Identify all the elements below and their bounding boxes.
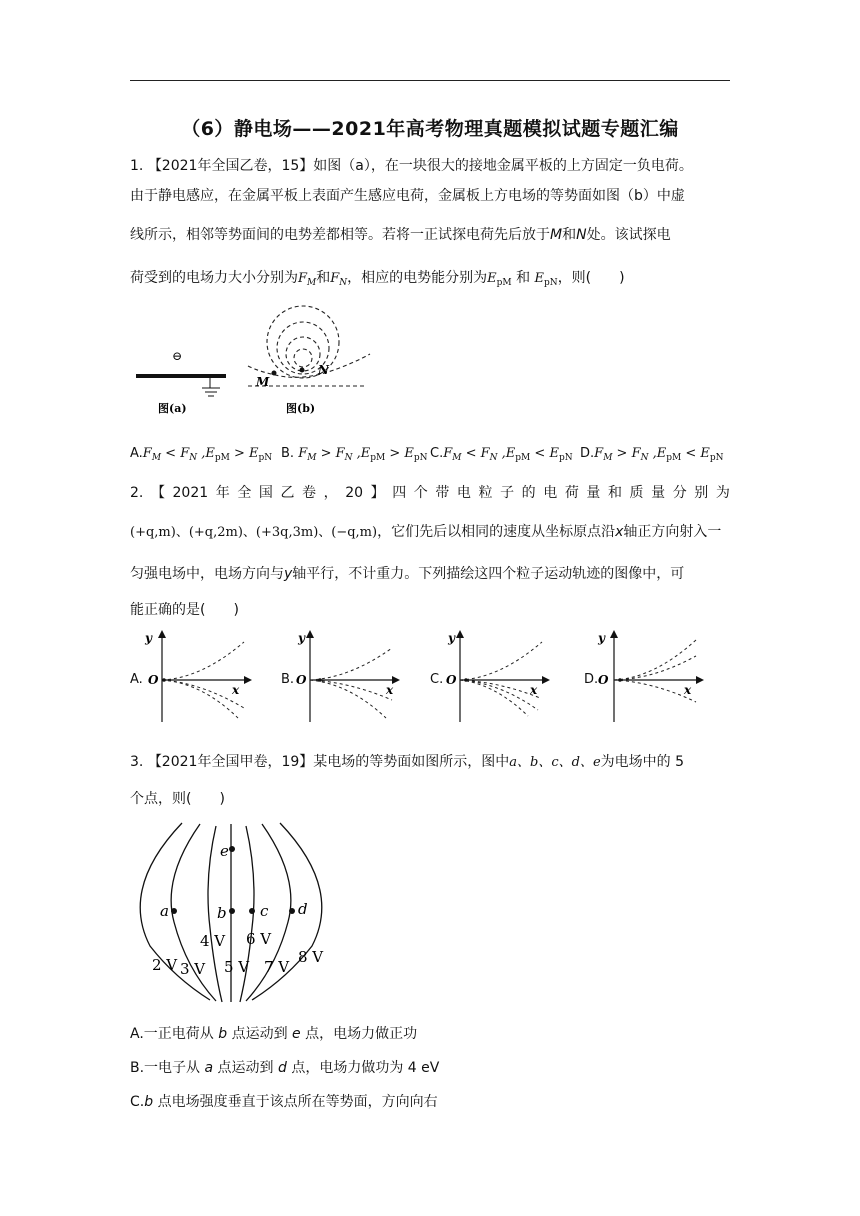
q2-source-char: 国 bbox=[258, 485, 273, 501]
q2-number: 2. bbox=[130, 485, 144, 501]
q3-a-text-2: 点运动到 bbox=[227, 1026, 293, 1042]
q2-a-x-label: x bbox=[232, 683, 240, 697]
q2-source-char: 量 bbox=[586, 485, 601, 501]
q2-source-char: 别 bbox=[694, 485, 709, 501]
q2-graph-c bbox=[440, 626, 560, 726]
q1-and-2: 和 bbox=[316, 270, 331, 286]
point-d-dot bbox=[289, 908, 295, 914]
point-n-dot bbox=[300, 368, 305, 373]
q3-c-text-2: 点电场强度垂直于该点所在等势面，方向向右 bbox=[153, 1094, 438, 1110]
q2-option-d-label[interactable]: D. bbox=[584, 672, 599, 687]
metal-plate-a bbox=[136, 374, 226, 378]
q1-option-d-label: D. bbox=[580, 446, 595, 461]
q2-d-origin: O bbox=[598, 673, 609, 687]
q1-text-4c: ，则( ) bbox=[557, 270, 625, 286]
q1-fm-symbol: $F_M$ bbox=[298, 271, 317, 288]
q2-source-char: 乙 bbox=[280, 485, 295, 501]
q2-source-char: 个 bbox=[413, 485, 428, 501]
q3-source: 【2021年全国甲卷，19】 bbox=[147, 754, 314, 770]
q1-point-n: N bbox=[576, 227, 587, 243]
q2-source-char: 为 bbox=[715, 485, 730, 501]
q2-option-c-label[interactable]: C. bbox=[430, 672, 444, 687]
q2-c-x-label: x bbox=[530, 683, 538, 697]
point-e-dot bbox=[229, 846, 235, 852]
q2-source-char: 20 bbox=[345, 485, 364, 501]
q1-text-4b: ，相应的电势能分别为 bbox=[347, 270, 488, 286]
q1-option-a-formula: $F_M < F_N$ $,E_{pM} > E_{pN}$ bbox=[142, 446, 273, 463]
q2-c-origin: O bbox=[446, 673, 457, 687]
q1-number: 1. bbox=[130, 158, 144, 174]
q3-option-b[interactable] bbox=[130, 1058, 730, 1078]
q2-option-a-label[interactable]: A. bbox=[130, 672, 143, 687]
label-a: a bbox=[160, 902, 169, 920]
q2-source-char: ， bbox=[323, 485, 338, 501]
q2-d-x-label: x bbox=[684, 683, 692, 697]
q2-line3 bbox=[130, 564, 730, 584]
q2-graph-b bbox=[290, 626, 410, 726]
q1-text-1: 如图（a），在一块很大的接地金属平板的上方固定一负电荷。 bbox=[313, 158, 693, 174]
q3-number: 3. bbox=[130, 754, 144, 770]
q3-a-point-b: b bbox=[218, 1026, 228, 1042]
q2-charges: (+q,m)、(+q,2m)、(+3q,3m)、(−q,m) bbox=[130, 525, 378, 540]
header-rule bbox=[130, 80, 730, 81]
q2-text-3b: 轴平行，不计重力。下列描绘这四个粒子运动轨迹的图像中，可 bbox=[292, 566, 685, 582]
volt-5: 5 V bbox=[224, 958, 250, 976]
point-m-dot bbox=[272, 371, 277, 376]
q3-c-point-b: b bbox=[144, 1094, 154, 1110]
q2-source-char: 电 bbox=[543, 485, 558, 501]
q2-source-char: 和 bbox=[607, 485, 622, 501]
q3-text-1b: 为电场中的 5 bbox=[600, 754, 684, 770]
q1-text-3: 线所示，相邻等势面间的电势差都相等。若将一正试探电荷先后放于 bbox=[130, 227, 550, 243]
q3-b-text-1: B.一电子从 bbox=[130, 1060, 205, 1076]
q1-option-b-formula: $F_M > F_N$ $,E_{pM} > E_{pN}$ bbox=[298, 446, 428, 463]
q1-epm-symbol: $E_{pM}$ bbox=[487, 271, 512, 288]
q2-option-b-label[interactable]: B. bbox=[281, 672, 295, 687]
q2-c-y-label: y bbox=[448, 631, 455, 645]
q2-source-char: 【 bbox=[150, 485, 165, 501]
volt-6: 6 V bbox=[246, 930, 272, 948]
q2-source-char: 粒 bbox=[478, 485, 493, 501]
q1-option-d-formula: $F_M > F_N$ $,E_{pM} < E_{pN}$ bbox=[594, 446, 724, 463]
negative-charge-symbol: ⊖ bbox=[172, 349, 183, 363]
q2-b-x-label: x bbox=[386, 683, 394, 697]
q2-text-2-end: 轴正方向射入一 bbox=[623, 524, 722, 540]
q2-source-char: 带 bbox=[435, 485, 450, 501]
q1-source: 【2021年全国乙卷，15】 bbox=[147, 158, 314, 174]
volt-4: 4 V bbox=[200, 932, 226, 950]
q1-line1 bbox=[130, 156, 730, 176]
fig-b-label: 图(b) bbox=[286, 402, 316, 415]
fig-a-label: 图(a) bbox=[158, 402, 187, 415]
q2-text-3a: 匀强电场中，电场方向与 bbox=[130, 566, 284, 582]
q2-source-char: 荷 bbox=[564, 485, 579, 501]
q1-option-b-label: B. bbox=[281, 446, 295, 461]
q3-line1 bbox=[130, 752, 730, 773]
equipotential-figure-b bbox=[248, 306, 370, 386]
q1-line2: 由于静电感应，在金属平板上表面产生感应电荷，金属板上方电场的等势面如图（b）中虚 bbox=[130, 188, 685, 204]
point-c-dot bbox=[249, 908, 255, 914]
q1-option-b[interactable] bbox=[281, 446, 428, 463]
q3-b-text-2: 点运动到 bbox=[213, 1060, 279, 1076]
q1-fn-symbol: $F_N$ bbox=[330, 271, 348, 288]
q1-text-4a: 荷受到的电场力大小分别为 bbox=[130, 270, 298, 286]
q2-source-char: 四 bbox=[392, 485, 407, 501]
fig-n-label: N bbox=[318, 363, 329, 377]
q2-b-origin: O bbox=[296, 673, 307, 687]
q3-equipotential-figure bbox=[130, 818, 355, 1008]
q3-text-1a: 某电场的等势面如图所示，图中 bbox=[313, 754, 510, 770]
q2-source-char: 质 bbox=[629, 485, 644, 501]
q3-a-text-1: A.一正电荷从 bbox=[130, 1026, 219, 1042]
q2-a-origin: O bbox=[148, 673, 159, 687]
q1-option-a[interactable] bbox=[130, 446, 272, 463]
page-title: （6）静电场——2021年高考物理真题模拟试题专题汇编 bbox=[181, 118, 679, 140]
q1-option-a-label: A. bbox=[130, 446, 143, 461]
q2-source-char: 电 bbox=[456, 485, 471, 501]
q2-line1 bbox=[130, 483, 730, 503]
q1-option-c-label: C. bbox=[430, 446, 444, 461]
q1-and: 和 bbox=[562, 227, 577, 243]
point-a-dot bbox=[171, 908, 177, 914]
label-c: c bbox=[260, 902, 269, 920]
q3-b-point-a: a bbox=[204, 1060, 214, 1076]
q1-option-c[interactable] bbox=[430, 446, 573, 463]
q1-and-3: 和 bbox=[516, 270, 531, 286]
q3-line2: 个点，则( ) bbox=[130, 791, 225, 807]
q1-line3 bbox=[130, 225, 730, 245]
label-e: e bbox=[220, 842, 229, 860]
q2-graph-d bbox=[594, 626, 714, 726]
label-b: b bbox=[217, 904, 227, 922]
q1-point-m: M bbox=[550, 227, 563, 243]
q3-b-point-d: d bbox=[278, 1060, 287, 1076]
q2-source-char: 年 bbox=[215, 485, 230, 501]
q2-x: x bbox=[615, 524, 624, 540]
q2-source-char: 全 bbox=[237, 485, 252, 501]
q2-source-char: 卷 bbox=[302, 485, 317, 501]
q2-source-char: 的 bbox=[521, 485, 536, 501]
label-d: d bbox=[298, 900, 308, 918]
q2-line2 bbox=[130, 522, 730, 543]
q3-a-text-3: 点，电场力做正功 bbox=[300, 1026, 418, 1042]
q2-source-char: 2021 bbox=[172, 485, 209, 501]
q1-figure bbox=[130, 300, 380, 420]
q2-graph-a bbox=[142, 626, 262, 726]
q2-b-y-label: y bbox=[298, 631, 305, 645]
q3-option-a[interactable] bbox=[130, 1024, 730, 1044]
q3-a-point-e: e bbox=[292, 1026, 301, 1042]
q1-option-c-formula: $F_M < F_N$ $,E_{pM} < E_{pN}$ bbox=[443, 446, 573, 463]
q2-line4: 能正确的是( ) bbox=[130, 602, 239, 618]
q2-y: y bbox=[284, 566, 293, 582]
q3-points: a、b、c、d、e bbox=[509, 755, 601, 770]
q1-line4 bbox=[130, 268, 730, 293]
volt-2: 2 V bbox=[152, 956, 178, 974]
volt-7: 7 V bbox=[264, 958, 290, 976]
q2-source-char: 分 bbox=[672, 485, 687, 501]
volt-3: 3 V bbox=[180, 960, 206, 978]
q2-source-char: 子 bbox=[500, 485, 515, 501]
q3-b-text-3: 点，电场力做功为 4 eV bbox=[286, 1060, 440, 1076]
q1-text-3-end: 处。该试探电 bbox=[586, 227, 671, 243]
q1-option-d[interactable] bbox=[580, 446, 724, 463]
q1-epn-symbol: $E_{pN}$ bbox=[534, 271, 558, 288]
q2-a-y-label: y bbox=[145, 631, 152, 645]
q2-source-char: 】 bbox=[370, 485, 385, 501]
volt-8: 8 V bbox=[298, 948, 324, 966]
q2-d-y-label: y bbox=[598, 631, 605, 645]
q3-c-text-1: C. bbox=[130, 1094, 145, 1110]
q2-source-char: 量 bbox=[651, 485, 666, 501]
point-b-dot bbox=[229, 908, 235, 914]
q2-text-2: ，它们先后以相同的速度从坐标原点沿 bbox=[377, 524, 616, 540]
fig-m-label: M bbox=[256, 375, 270, 389]
q3-option-c[interactable] bbox=[130, 1092, 730, 1112]
